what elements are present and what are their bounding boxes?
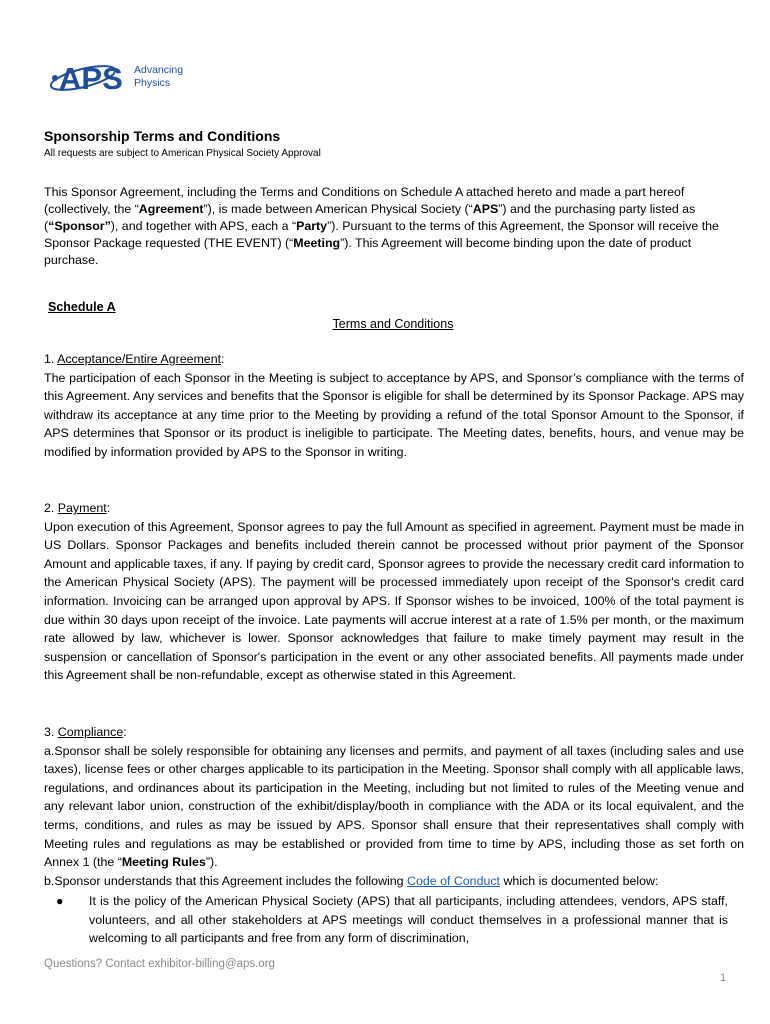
aps-logo-icon [47,56,133,106]
compliance-clause-a: a.Sponsor shall be solely responsible for obtaining any licenses and permits, and payment of all taxes (including sales and use taxes), license fees or other charges applicable to its participation in the Meeting. Sponsor shall comply with all applicable laws, regulations, and ordinances about its participation in the Meeting, including but not limited to rules of the Meeting venue and any relevant labor union, construction of the exhibit/display/booth in compliance with the ADA or its local equivalent, and the terms, conditions, and rules as may be issued by APS. Sponsor shall ensure that their representatives shall comply with Meeting rules and regulations as may be established or provided from time to time by APS, including those as set forth on Annex 1 (the “Meeting Rules”). [44,743,744,870]
section-body: The participation of each Sponsor in the Meeting is subject to acceptance by APS, and Sponsor’s compliance with the terms of this Agreement. Any services and benefits that the Sponsor is eligible for shall be determined by its Sponsor Package. APS may withdraw its acceptance at any time prior to the Meeting by providing a refund of the total Sponsor Amount to the Sponsor, if APS determines that Sponsor or its product is ineligible to participate. The Meeting dates, benefits, hours, and venue may be modified by information provided by APS to the Sponsor in writing. [44,370,744,459]
footer-contact: Questions? Contact exhibitor-billing@aps.org [44,958,275,970]
section-compliance [44,723,744,890]
section-heading: 3. Compliance: [44,725,127,739]
section-acceptance [44,350,744,462]
aps-logo [47,56,197,106]
compliance-clause-b: b.Sponsor understands that this Agreement includes the following Code of Conduct which is documented below: [44,873,659,888]
bullet-text: It is the policy of the American Physical Society (APS) that all participants, including attendees, vendors, APS staff, volunteers, and all other stakeholders at APS meetings will conduct themselves in a professional manner that is welcoming to all participants and free from any form of discrimination, [89,894,728,946]
schedule-subtitle: Terms and Conditions [332,317,454,331]
section-body: Upon execution of this Agreement, Sponsor agrees to pay the full Amount as specified in agreement. Payment must be made in US Dollars. Sponsor Packages and benefits included therein cannot be processed without prior payment of the Sponsor Amount and applicable taxes, if any. If paying by credit card, Sponsor agrees to provide the necessary credit card information to the American Physical Society (APS). The payment will be processed immediately upon receipt of the Sponsor's credit card information. Invoicing can be arranged upon approval by APS. If Sponsor wishes to be invoiced, 100% of the total payment is due within 30 days upon receipt of the invoice. Late payments will accrue interest at a rate of 1.5% per month, or the maximum rate allowed by law, whichever is lower. Sponsor acknowledges that failure to make timely payment may result in the suspension or cancellation of Sponsor's participation in the event or any other associated benefits. All payments made under this Agreement shall be non-refundable, except as otherwise stated in this Agreement. [44,519,744,683]
section-payment [44,499,744,685]
logo-line-physics: Physics [134,77,171,89]
section-heading: 2. Payment: [44,501,111,515]
bullet-icon: ● [56,894,64,908]
page-title: Sponsorship Terms and Conditions [44,128,281,144]
section-heading: 1. Acceptance/Entire Agreement: [44,352,225,366]
page-number: 1 [720,972,727,984]
list-item [56,892,728,948]
logo-line-advancing: Advancing [134,64,184,76]
intro-paragraph: This Sponsor Agreement, including the Terms and Conditions on Schedule A attached hereto and made a part hereof (collectively, the “Agreement”), is made between American Physical Society (“APS”) and the purchasing party listed as (“Sponsor”), and together with APS, each a “Party”). Pursuant to the terms of this Agreement, the Sponsor will receive the Sponsor Package requested (THE EVENT) (“Meeting”). This Agreement will become binding upon the date of product purchase. [44,185,719,267]
page-subtitle: All requests are subject to American Physical Society Approval [44,148,321,159]
schedule-title: Schedule A [48,300,116,314]
code-of-conduct-link[interactable]: Code of Conduct [407,873,500,888]
logo-mark: APS [59,61,123,96]
